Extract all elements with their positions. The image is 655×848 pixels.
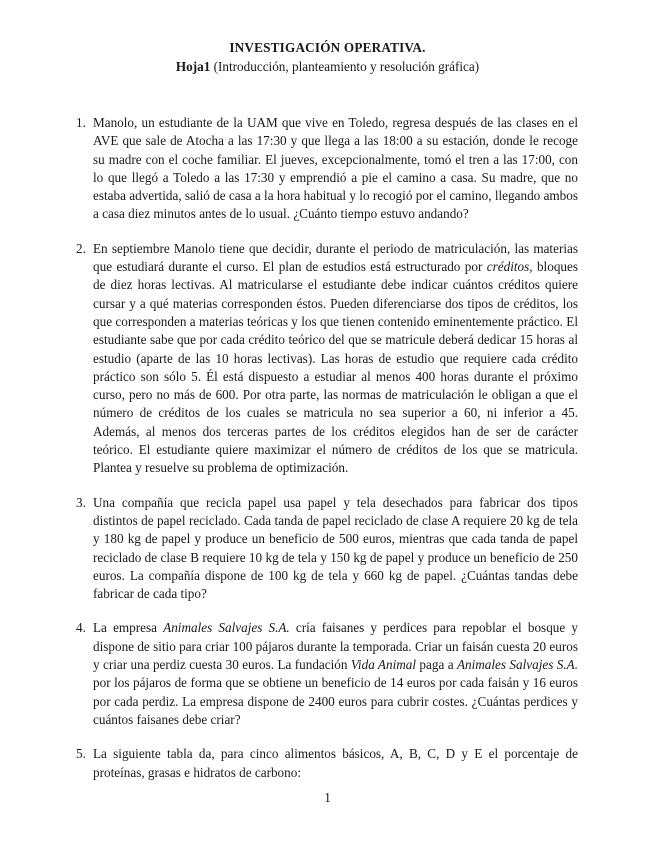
problem-text [93, 620, 578, 726]
problem-text-part: La empresa [93, 620, 164, 636]
page-number: 1 [324, 790, 331, 805]
problem-text-part: cría faisanes y perdices para repoblar el bosque y dispone de sitio para criar 100 pájaros durante la temporada. Criar un faisán cuesta 20 euros y criar una perdiz cuesta 30 euros. La fundación [93, 620, 578, 673]
problem-number: 4. [76, 620, 86, 636]
term-italic: créditos [486, 259, 530, 275]
problem-text: Manolo, un estudiante de la UAM que vive en Toledo, regresa después de las clases en el AVE que sale de Atocha a las 17:30 y que llega a las 18:00 a su estación, donde le recoge su madre con el coche familiar. El jueves, excepcionalmente, tomó el tren a las 17:00, con lo que llegó a Toledo a las 17:30 y emprendió a pie el camino a casa. Su madre, que no estaba advertida, salió de casa a la hora habitual y lo recogió por el camino, llegando ambos a casa diez minutos antes de lo usual. ¿Cuánto tiempo estuvo andando? [93, 115, 578, 222]
company-name-italic: Animales Salvajes S.A. [456, 657, 578, 673]
problem-4 [76, 619, 578, 729]
problem-text: La siguiente tabla da, para cinco alimentos básicos, A, B, C, D y E el porcentaje de proteínas, grasas e hidratos de carbono: [93, 746, 578, 780]
problem-text: Una compañía que recicla papel usa papel y tela desechados para fabricar dos tipos distintos de papel reciclado. Cada tanda de papel reciclado de clase A requiere 20 kg de tela y 180 kg de papel y produce un beneficio de 500 euros, mientras que cada tanda de papel reciclado de clase B requiere 10 kg de tela y 150 kg de papel y produce un beneficio de 250 euros. La compañía dispone de 100 kg de tela y 660 kg de papel. ¿Cuántas tandas debe fabricar de cada tipo? [93, 494, 578, 602]
problem-2 [76, 240, 578, 478]
problem-text [93, 241, 578, 476]
problem-number: 5. [76, 746, 86, 762]
problem-number: 1. [76, 115, 86, 130]
problem-3 [76, 494, 578, 604]
problem-text-part: En septiembre Manolo tiene que decidir, durante el periodo de matriculación, las materias que estudiará durante el curso. El plan de estudios está estructurado por [93, 240, 578, 275]
sheet-description: (Introducción, planteamiento y resolución gráfica) [213, 59, 480, 74]
foundation-name-italic: Vida Animal [350, 657, 417, 673]
sheet-label: Hoja1 [175, 59, 211, 74]
company-name-italic: Animales Salvajes S.A. [163, 620, 290, 636]
problem-number: 3. [76, 494, 86, 510]
document-title: INVESTIGACIÓN OPERATIVA. [229, 40, 426, 55]
problem-text-part: paga a [416, 657, 457, 673]
problem-text-part: , bloques de diez horas lectivas. Al matricularse el estudiante debe indicar cuántos créditos quiere cursar y a qué materias corresponden éstos. Pueden diferenciarse dos tipos de créditos, los que corresponden a materias teóricas y los que tienen contenido eminentemente práctico. El estudiante sabe que por cada crédito teórico del que se matricule deberá dedicar 15 horas al estudio (aparte de las 10 horas lectivas). Las horas de estudio que requiere cada crédito práctico son sólo 5. Él está dispuesto a estudiar al menos 400 horas durante el próximo curso, pero no más de 600. Por otra parte, las normas de matriculación le obligan a que el número de créditos de los cuales se matricula no sea superior a 60, ni inferior a 45. Además, al menos dos terceras partes de los créditos elegidos han de ser de carácter teórico. El estudiante quiere maximizar el número de créditos de los que se matricula. Plantea y resuelve su problema de optimización. [93, 259, 578, 476]
problem-number: 2. [76, 240, 86, 256]
problem-1 [76, 114, 578, 224]
problem-5 [76, 745, 578, 782]
problem-list [76, 114, 578, 782]
problem-text-part: por los pájaros de forma que se obtiene un beneficio de 14 euros por cada faisán y 16 euros por cada perdiz. La empresa dispone de 2400 euros para cubrir costes. ¿Cuántas perdices y cuántos faisanes debe criar? [93, 675, 578, 727]
document-subtitle [0, 59, 655, 75]
